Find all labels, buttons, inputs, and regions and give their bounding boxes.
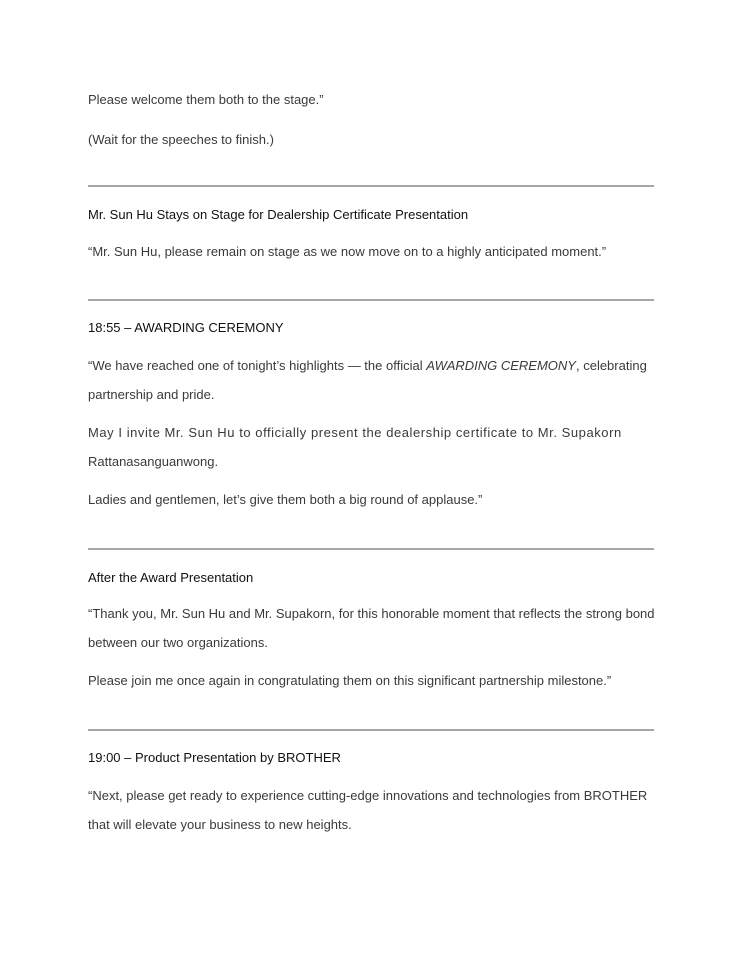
section-heading: 18:55 – AWARDING CEREMONY [88, 320, 284, 335]
paragraph: Please join me once again in congratulating them on this significant partnership milestone.” [88, 673, 612, 688]
text: , celebrating [575, 358, 647, 373]
divider [88, 548, 654, 550]
paragraph: Ladies and gentlemen, let’s give them both a big round of applause.” [88, 492, 483, 507]
paragraph: partnership and pride. [88, 387, 215, 402]
paragraph: (Wait for the speeches to finish.) [88, 132, 274, 147]
divider [88, 185, 654, 187]
paragraph [88, 358, 647, 374]
text: “We have reached one of tonight’s highlights — the official [88, 358, 427, 373]
paragraph: that will elevate your business to new heights. [88, 817, 352, 832]
section-heading: Mr. Sun Hu Stays on Stage for Dealership Certificate Presentation [88, 207, 469, 222]
paragraph: “Mr. Sun Hu, please remain on stage as we now move on to a highly anticipated moment.” [88, 244, 607, 259]
paragraph: between our two organizations. [88, 635, 268, 650]
paragraph: Rattanasanguanwong. [88, 454, 219, 469]
paragraph: “Thank you, Mr. Sun Hu and Mr. Supakorn, for this honorable moment that reflects the strong bond [88, 606, 655, 621]
emphasis: AWARDING CEREMONY [426, 358, 576, 373]
paragraph: “Next, please get ready to experience cutting-edge innovations and technologies from BROTHER [88, 788, 648, 803]
section-heading: After the Award Presentation [88, 570, 254, 585]
paragraph: May I invite Mr. Sun Hu to officially present the dealership certificate to Mr. Supakorn [88, 425, 622, 440]
divider [88, 729, 654, 731]
divider [88, 299, 654, 301]
paragraph: Please welcome them both to the stage.” [88, 92, 324, 107]
section-heading: 19:00 – Product Presentation by BROTHER [88, 750, 341, 765]
